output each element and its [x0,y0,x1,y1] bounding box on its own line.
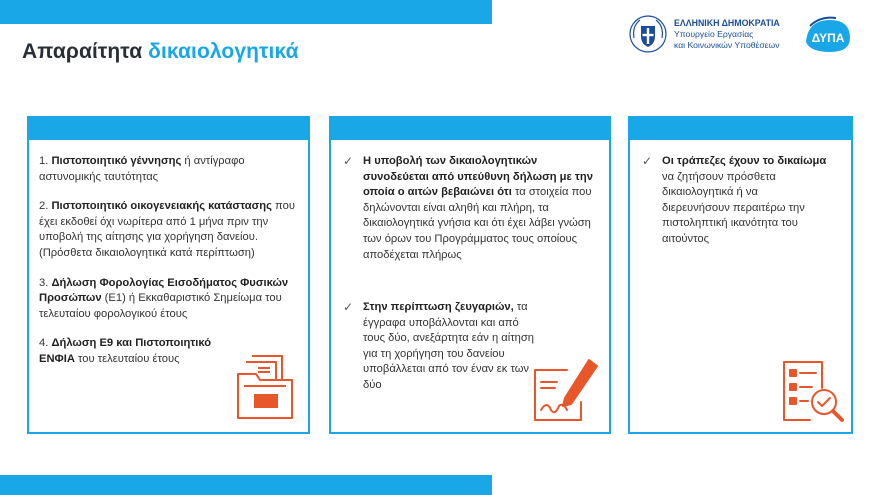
gov-line-3: και Κοινωνικών Υποθέσεων [674,40,780,50]
bottom-accent-bar [0,475,492,495]
title-part2: δικαιολογητικά [148,40,299,63]
dypa-logo-icon [800,14,856,56]
top-accent-bar [0,0,492,24]
list-item: 1. Πιστοποιητικό γέννησης ή αντίγραφο αστυνομικής ταυτότητας [39,155,245,183]
list-item: 2. Πιστοποιητικό οικογενειακής κατάστασης που έχει εκδοθεί όχι νωρίτερα από 1 μήνα πριν την υποβολή της αίτησης για χορήγηση δανείου. (Πρόσθετα δικαιολογητικά κατά περίπτωση) [39,200,295,259]
page-title [22,40,299,64]
check-icon: ✓ [642,154,653,168]
list-item: ✓ Οι τράπεζες έχουν το δικαίωμα να ζητήσουν πρόσθετα δικαιολογητικά ή να διερευνήσουν περαιτέρω την πιστοληπτική ικανότητα του αιτούντος [642,154,827,245]
file-folder-icon [234,352,298,424]
title-part1: Απαραίτητα [22,40,143,63]
list-item: ✓ Στην περίπτωση ζευγαριών, τα έγγραφα υποβάλλονται και από τους δύο, ανεξάρτητα εάν η αίτηση για τη χορήγηση του δανείου υποβάλλεται από τον έναν εκ των δύο [343,300,535,391]
card-header [630,118,851,140]
check-icon: ✓ [343,300,354,314]
card-header [29,118,308,140]
checklist-search-icon [776,354,846,426]
card-header [331,118,609,140]
gov-line-1: ΕΛΛΗΝΙΚΗ ΔΗΜΟΚΡΑΤΙΑ [674,18,780,28]
list-item: ✓ Η υποβολή των δικαιολογητικών συνοδεύεται από υπεύθυνη δήλωση με την οποία ο αιτών βεβαιώνει ότι τα στοιχεία που δηλώνονται είναι αληθή και πλήρη, τα δικαιολογητικά γνήσια και ότι έχει λάβει γνώση των όρων του Προγράμματος τους οποίους αποδέχεται πλήρως [343,154,593,261]
pen-document-icon [527,356,603,428]
greek-emblem-icon [628,14,668,54]
check-icon: ✓ [343,154,354,168]
card-declaration [329,116,611,434]
card-bank-rights [628,116,853,434]
card-documents-list [27,116,310,434]
gov-line-2: Υπουργείο Εργασίας [674,29,754,39]
svg-text:ΔΥΠΑ: ΔΥΠΑ [811,31,845,45]
list-item: 3. Δήλωση Φορολογίας Εισοδήματος Φυσικών Προσώπων (Ε1) ή Εκκαθαριστικό Σημείωμα του τελευταίου φορολογικού έτους [39,276,289,320]
government-header [628,14,780,54]
list-item: 4. Δήλωση Ε9 και Πιστοποιητικό ΕΝΦΙΑ του τελευταίου έτους [39,337,212,365]
